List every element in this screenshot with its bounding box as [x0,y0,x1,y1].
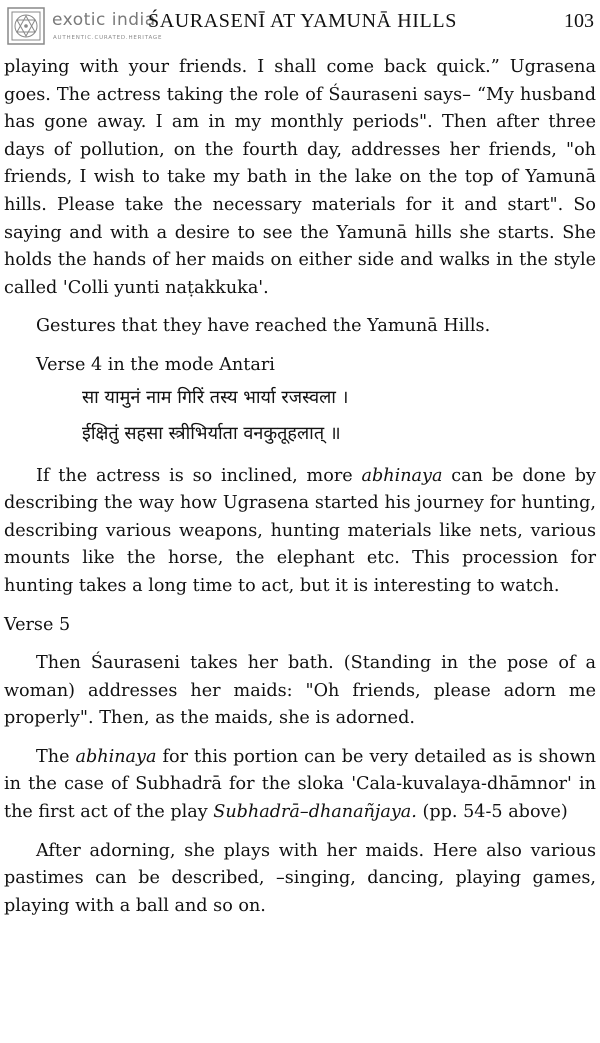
verse-heading: Verse 4 in the mode Antari [36,354,275,375]
page-number: 103 [564,10,594,32]
paragraph-abhinaya-hunting: If the actress is so inclined, more abhinaya can be done by describing the way how Ugrasena started his journey for hunting, describing various weapons, hunting materials like nets, various mounts like the horse, the elephant etc. This procession for hunting takes a long time to act, but it is interesting to watch. [4,465,596,596]
page-body [4,54,596,920]
sanskrit-verse-line-1: सा यामुनं नाम गिरिं तस्य भार्या रजस्वला । [82,386,349,408]
paragraph-pastimes: After adorning, she plays with her maids. Here also various pastimes can be described, –singing, dancing, playing games, playing with a ball and so on. [4,840,596,916]
running-head: ŚAURASENĪ AT YAMUNĀ HILLS [148,10,457,32]
paragraph-abhinaya-detail: The abhinaya for this portion can be very detailed as is shown in the case of Subhadrā for the sloka 'Cala-kuvalaya-dhāmnor' in the first act of the play Subhadrā–dhanañjaya. (pp. 54-5 above) [4,746,596,823]
yantra-logo-icon [6,6,46,46]
logo-tagline: AUTHENTIC.CURATED.HERITAGE [53,35,163,41]
logo-name: exotic india [52,10,156,30]
page-header [0,4,600,41]
sanskrit-verse-line-2: ईक्षितुं सहसा स्त्रीभिर्याता वनकुतूहलात् ॥ [82,422,341,444]
paragraph-bath: Then Śauraseni takes her bath. (Standing in the pose of a woman) addresses her maids: "Oh friends, please adorn me properly". Then, as the maids, she is adorned. [4,653,596,729]
paragraph-continued: playing with your friends. I shall come back quick.” Ugrasena goes. The actress taking the role of Śauraseni says– “My husband has gone away. I am in my monthly periods". Then after three days of pollution, on the fourth day, addresses her friends, "oh friends, I wish to take my bath in the lake on the top of Yamunā hills. Please take the necessary materials for it and start". So saying and with a desire to see the Yamunā hills she starts. She holds the hands of her maids on either side and walks in the style called 'Colli yunti naṭakkuka'. [4,57,596,298]
paragraph-gestures: Gestures that they have reached the Yamunā Hills. [36,316,491,337]
verse-5-heading: Verse 5 [4,614,71,635]
